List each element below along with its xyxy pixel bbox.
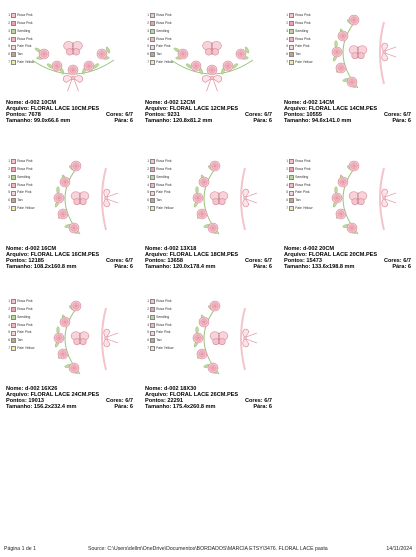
thread-index: 5 xyxy=(8,330,10,335)
thread-index: 5 xyxy=(147,190,149,195)
label-nome: Nome: xyxy=(145,246,163,252)
label-para: Pára: xyxy=(253,118,268,125)
label-cores: Cores: xyxy=(244,398,263,405)
design-stops: 6 xyxy=(268,404,272,411)
thread-index: 7 xyxy=(147,60,149,65)
design-colors: 6/7 xyxy=(125,112,133,119)
thread-index: 7 xyxy=(286,206,288,211)
thread-index: 3 xyxy=(147,314,149,319)
thread-name: Pale Pink xyxy=(156,330,171,335)
label-pontos: Pontos: xyxy=(284,112,305,119)
label-cores: Cores: xyxy=(105,258,124,265)
label-cores: Cores: xyxy=(105,112,124,119)
design-card xyxy=(278,0,414,160)
thread-name: Pale Yellow xyxy=(156,59,174,64)
thread-index: 2 xyxy=(8,21,10,26)
label-nome: Nome: xyxy=(6,100,24,106)
design-name: d-002 10CM xyxy=(24,100,57,106)
thread-index: 4 xyxy=(147,36,149,41)
design-file: FLORAL LACE 10CM.PES xyxy=(30,106,100,113)
thread-name: Rosa Pink xyxy=(17,36,33,41)
design-info xyxy=(145,100,274,124)
label-tamanho: Tamanho: xyxy=(145,264,172,271)
thread-name: Rosa Pink xyxy=(17,20,33,25)
thread-index: 1 xyxy=(286,13,288,18)
design-stitches: 19013 xyxy=(28,398,44,405)
design-file: FLORAL LACE 12CM.PES xyxy=(169,106,239,113)
thread-name: Rosa Pink xyxy=(156,36,172,41)
thread-index: 3 xyxy=(147,174,149,179)
design-stops: 6 xyxy=(407,118,411,125)
label-cores: Cores: xyxy=(105,398,124,405)
label-cores: Cores: xyxy=(244,258,263,265)
thread-index: 3 xyxy=(8,174,10,179)
label-pontos: Pontos: xyxy=(145,112,166,119)
print-date: 14/11/2024 xyxy=(386,546,412,552)
design-file: FLORAL LACE 20CM.PES xyxy=(308,252,378,259)
design-file: FLORAL LACE 16CM.PES xyxy=(30,252,100,259)
thread-index: 4 xyxy=(286,182,288,187)
thread-index: 1 xyxy=(147,159,149,164)
design-stitches: 12185 xyxy=(28,258,44,265)
design-name: d-002 16CM xyxy=(24,246,57,252)
thread-index: 7 xyxy=(8,60,10,65)
thread-index: 4 xyxy=(8,322,10,327)
label-arquivo: Arquivo: xyxy=(284,106,307,113)
thread-index: 3 xyxy=(8,314,10,319)
design-size: 94.6x141.0 mm xyxy=(311,118,352,125)
label-cores: Cores: xyxy=(383,258,402,265)
design-name: d-002 13X18 xyxy=(163,246,197,252)
design-stops: 6 xyxy=(268,264,272,271)
thread-index: 5 xyxy=(286,44,288,49)
thread-name: Rosa Pink xyxy=(17,182,33,187)
label-arquivo: Arquivo: xyxy=(145,392,168,399)
thread-name: Rosa Pink xyxy=(17,159,33,164)
thread-index: 6 xyxy=(147,52,149,57)
thread-name: Pale Yellow xyxy=(295,59,313,64)
thread-name: Rosa Pink xyxy=(17,166,33,171)
thread-index: 5 xyxy=(147,330,149,335)
thread-name: Pale Pink xyxy=(17,44,32,49)
thread-name: Seedling xyxy=(156,28,170,33)
design-colors: 6/7 xyxy=(403,112,411,119)
label-para: Pára: xyxy=(392,118,407,125)
label-pontos: Pontos: xyxy=(145,398,166,405)
thread-index: 2 xyxy=(286,21,288,26)
thread-name: Seedling xyxy=(156,314,170,319)
thread-index: 5 xyxy=(8,44,10,49)
thread-name: Tan xyxy=(17,52,23,57)
thread-name: Tan xyxy=(156,338,162,343)
design-file: FLORAL LACE 24CM.PES xyxy=(30,392,100,399)
label-pontos: Pontos: xyxy=(145,258,166,265)
thread-index: 2 xyxy=(8,167,10,172)
design-size: 120.0x178.4 mm xyxy=(172,264,216,271)
label-para: Pára: xyxy=(392,264,407,271)
label-cores: Cores: xyxy=(244,112,263,119)
design-info xyxy=(145,246,274,270)
thread-name: Rosa Pink xyxy=(295,36,311,41)
thread-index: 2 xyxy=(147,21,149,26)
design-colors: 6/7 xyxy=(264,258,272,265)
embroidery-design-preview xyxy=(149,294,275,382)
design-stitches: 10555 xyxy=(306,112,322,119)
thread-name: Rosa Pink xyxy=(17,322,33,327)
thread-index: 1 xyxy=(286,159,288,164)
design-card xyxy=(0,286,136,446)
thread-index: 6 xyxy=(147,338,149,343)
thread-name: Seedling xyxy=(295,28,309,33)
thread-name: Rosa Pink xyxy=(156,166,172,171)
design-stitches: 9231 xyxy=(167,112,180,119)
design-colors: 6/7 xyxy=(125,258,133,265)
thread-name: Seedling xyxy=(156,174,170,179)
label-para: Pára: xyxy=(253,404,268,411)
design-colors: 6/7 xyxy=(264,398,272,405)
embroidery-design-preview xyxy=(10,294,136,382)
design-stitches: 13658 xyxy=(167,258,183,265)
label-para: Pára: xyxy=(114,404,129,411)
design-info xyxy=(6,100,135,124)
thread-index: 7 xyxy=(8,206,10,211)
thread-name: Rosa Pink xyxy=(156,13,172,18)
label-para: Pára: xyxy=(114,118,129,125)
design-colors: 6/7 xyxy=(403,258,411,265)
thread-index: 6 xyxy=(147,198,149,203)
design-stops: 6 xyxy=(129,118,133,125)
thread-name: Rosa Pink xyxy=(156,20,172,25)
thread-index: 5 xyxy=(8,190,10,195)
thread-name: Rosa Pink xyxy=(156,299,172,304)
thread-index: 6 xyxy=(8,198,10,203)
design-size: 120.8x81.2 mm xyxy=(172,118,213,125)
design-info xyxy=(6,246,135,270)
page-footer xyxy=(4,546,412,552)
label-para: Pára: xyxy=(114,264,129,271)
design-stops: 6 xyxy=(268,118,272,125)
label-nome: Nome: xyxy=(6,386,24,392)
label-arquivo: Arquivo: xyxy=(145,106,168,113)
label-nome: Nome: xyxy=(284,246,302,252)
thread-name: Rosa Pink xyxy=(17,299,33,304)
thread-index: 7 xyxy=(147,346,149,351)
thread-index: 1 xyxy=(147,299,149,304)
thread-index: 4 xyxy=(8,36,10,41)
thread-name: Pale Pink xyxy=(156,44,171,49)
thread-name: Pale Yellow xyxy=(17,205,35,210)
label-nome: Nome: xyxy=(145,100,163,106)
design-info xyxy=(284,100,413,124)
label-nome: Nome: xyxy=(145,386,163,392)
thread-index: 7 xyxy=(8,346,10,351)
thread-name: Rosa Pink xyxy=(17,306,33,311)
label-arquivo: Arquivo: xyxy=(6,252,29,259)
thread-index: 1 xyxy=(8,13,10,18)
label-nome: Nome: xyxy=(6,246,24,252)
thread-name: Tan xyxy=(17,198,23,203)
thread-index: 2 xyxy=(286,167,288,172)
thread-name: Rosa Pink xyxy=(295,13,311,18)
thread-index: 4 xyxy=(286,36,288,41)
thread-name: Pale Yellow xyxy=(156,205,174,210)
design-colors: 6/7 xyxy=(264,112,272,119)
design-stitches: 7678 xyxy=(28,112,41,119)
thread-name: Rosa Pink xyxy=(156,322,172,327)
embroidery-design-preview xyxy=(149,8,275,96)
design-stitches: 15473 xyxy=(306,258,322,265)
thread-name: Pale Yellow xyxy=(156,345,174,350)
thread-index: 1 xyxy=(147,13,149,18)
thread-index: 4 xyxy=(147,322,149,327)
label-arquivo: Arquivo: xyxy=(145,252,168,259)
design-card xyxy=(139,0,275,160)
design-card xyxy=(139,146,275,306)
design-size: 133.6x198.8 mm xyxy=(311,264,355,271)
thread-name: Rosa Pink xyxy=(295,20,311,25)
design-file: FLORAL LACE 26CM.PES xyxy=(169,392,239,399)
label-tamanho: Tamanho: xyxy=(6,264,33,271)
embroidery-design-preview xyxy=(149,154,275,242)
label-nome: Nome: xyxy=(284,100,302,106)
thread-index: 7 xyxy=(147,206,149,211)
thread-index: 4 xyxy=(147,182,149,187)
design-file: FLORAL LACE 18CM.PES xyxy=(169,252,239,259)
thread-name: Rosa Pink xyxy=(156,306,172,311)
design-size: 156.2x232.4 mm xyxy=(33,404,77,411)
design-size: 99.0x66.6 mm xyxy=(33,118,71,125)
design-stops: 6 xyxy=(129,264,133,271)
design-name: d-002 12CM xyxy=(163,100,196,106)
label-tamanho: Tamanho: xyxy=(145,404,172,411)
thread-name: Pale Pink xyxy=(156,190,171,195)
label-cores: Cores: xyxy=(383,112,402,119)
label-arquivo: Arquivo: xyxy=(284,252,307,259)
design-name: d-002 20CM xyxy=(302,246,335,252)
thread-name: Seedling xyxy=(17,174,31,179)
thread-name: Seedling xyxy=(17,314,31,319)
thread-name: Seedling xyxy=(295,174,309,179)
design-colors: 6/7 xyxy=(125,398,133,405)
thread-name: Seedling xyxy=(17,28,31,33)
thread-index: 5 xyxy=(147,44,149,49)
design-size: 175.4x260.8 mm xyxy=(172,404,216,411)
thread-name: Pale Pink xyxy=(17,330,32,335)
thread-name: Rosa Pink xyxy=(17,13,33,18)
thread-name: Rosa Pink xyxy=(295,182,311,187)
thread-name: Pale Pink xyxy=(17,190,32,195)
thread-name: Pale Yellow xyxy=(295,205,313,210)
thread-index: 1 xyxy=(8,299,10,304)
thread-name: Tan xyxy=(295,198,301,203)
label-pontos: Pontos: xyxy=(284,258,305,265)
label-para: Pára: xyxy=(253,264,268,271)
label-tamanho: Tamanho: xyxy=(284,264,311,271)
design-file: FLORAL LACE 14CM.PES xyxy=(308,106,378,113)
design-name: d-002 18X30 xyxy=(163,386,197,392)
thread-index: 6 xyxy=(286,52,288,57)
embroidery-design-preview xyxy=(288,8,414,96)
thread-index: 2 xyxy=(8,307,10,312)
design-info xyxy=(6,386,135,410)
design-stops: 6 xyxy=(407,264,411,271)
label-arquivo: Arquivo: xyxy=(6,392,29,399)
thread-index: 3 xyxy=(286,174,288,179)
label-tamanho: Tamanho: xyxy=(6,118,33,125)
thread-index: 3 xyxy=(147,28,149,33)
thread-name: Pale Pink xyxy=(295,190,310,195)
design-info xyxy=(284,246,413,270)
source-path: Source: C:\Users\dellm\OneDrive\Documentos\BORDADOS\MARCIA ETSY\3476. FLORAL LACE pasta xyxy=(88,546,328,552)
thread-name: Rosa Pink xyxy=(295,166,311,171)
design-name: d-002 14CM xyxy=(302,100,335,106)
embroidery-design-preview xyxy=(288,154,414,242)
design-card xyxy=(139,286,275,446)
thread-name: Rosa Pink xyxy=(156,182,172,187)
thread-name: Tan xyxy=(156,52,162,57)
thread-index: 6 xyxy=(286,198,288,203)
thread-index: 6 xyxy=(8,52,10,57)
thread-index: 4 xyxy=(8,182,10,187)
thread-name: Tan xyxy=(295,52,301,57)
design-name: d-002 16X26 xyxy=(24,386,58,392)
design-card xyxy=(0,146,136,306)
label-pontos: Pontos: xyxy=(6,398,27,405)
design-size: 108.2x160.8 mm xyxy=(33,264,77,271)
thread-name: Pale Pink xyxy=(295,44,310,49)
thread-index: 2 xyxy=(147,167,149,172)
thread-index: 5 xyxy=(286,190,288,195)
embroidery-design-preview xyxy=(10,8,136,96)
label-pontos: Pontos: xyxy=(6,112,27,119)
thread-index: 2 xyxy=(147,307,149,312)
label-arquivo: Arquivo: xyxy=(6,106,29,113)
design-stops: 6 xyxy=(129,404,133,411)
label-tamanho: Tamanho: xyxy=(284,118,311,125)
thread-index: 7 xyxy=(286,60,288,65)
label-tamanho: Tamanho: xyxy=(6,404,33,411)
thread-index: 3 xyxy=(286,28,288,33)
thread-name: Pale Yellow xyxy=(17,59,35,64)
design-info xyxy=(145,386,274,410)
thread-name: Tan xyxy=(17,338,23,343)
page-number: Página 1 de 1 xyxy=(4,546,37,552)
thread-index: 1 xyxy=(8,159,10,164)
design-card xyxy=(278,146,414,306)
thread-name: Rosa Pink xyxy=(295,159,311,164)
embroidery-design-preview xyxy=(10,154,136,242)
thread-name: Rosa Pink xyxy=(156,159,172,164)
thread-name: Pale Yellow xyxy=(17,345,35,350)
design-card xyxy=(0,0,136,160)
label-pontos: Pontos: xyxy=(6,258,27,265)
label-tamanho: Tamanho: xyxy=(145,118,172,125)
thread-index: 3 xyxy=(8,28,10,33)
thread-index: 6 xyxy=(8,338,10,343)
thread-name: Tan xyxy=(156,198,162,203)
design-stitches: 22291 xyxy=(167,398,183,405)
